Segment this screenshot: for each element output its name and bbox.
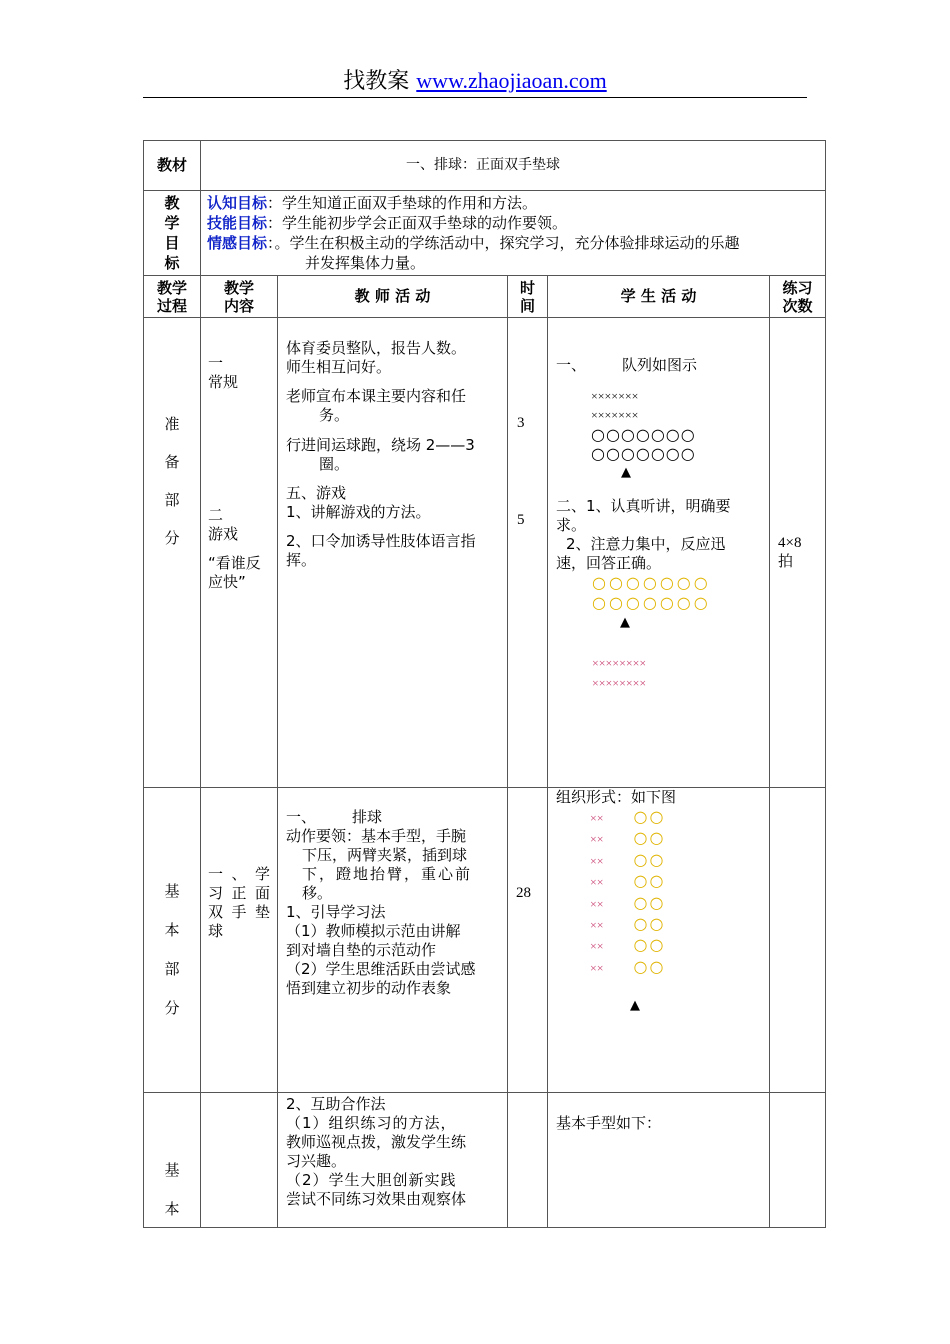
header-divider [143, 97, 807, 98]
prep-label: 准 备 部 分 [144, 318, 201, 788]
col-reps: 练习 次数 [770, 276, 826, 318]
goals-content [201, 191, 826, 276]
material-row [144, 141, 826, 191]
prep-teacher: 体育委员整队，报告人数。 师生相互问好。 老师宣布本课主要内容和任 务。 行进间运球跑，绕场 2——3 圈。 五、游戏 1、讲解游戏的方法。 2、口令加诱导性肢体语言指 挥。 [278, 318, 508, 788]
basic-student: 组织形式：如下图 ×× ○○ ×× ○○ ×× ○○ ×× ○○ ×× ○○ ×× ○○ ×× ○○ ×× ○○ ▲ [548, 788, 770, 1093]
teacher-marker-icon: ▲ [630, 998, 640, 1014]
basic2-time [508, 1093, 548, 1228]
prep-content: 一 常规 二 游戏 “看谁反应快” [201, 318, 278, 788]
prep-formation-2: ○○○○○○○ ○○○○○○○ ▲ ×××××××× ×××××××× [556, 573, 763, 693]
prep-formation-1: ××××××× ××××××× ○○○○○○○ ○○○○○○○ ▲ [556, 387, 763, 482]
basic2-student: 基本手型如下： [548, 1093, 770, 1228]
material-content: 一、排球：正面双手垫球 [201, 141, 826, 191]
basic-formation: ×× ○○ ×× ○○ ×× ○○ ×× ○○ ×× ○○ ×× ○○ ×× ○○ ×× ○○ ▲ [556, 807, 763, 1016]
basic2-section-row [144, 1093, 826, 1228]
goal-skill: 技能目标：学生能初步学会正面双手垫球的动作要领。 [207, 214, 568, 232]
prep-formation-title: 一、 队列如图示 [556, 356, 698, 374]
basic2-teacher: 2、互助合作法 （1）组织练习的方法， 教师巡视点拨，激发学生练 习兴趣。 （2）学生大胆创新实践 尝试不同练习效果由观察体 [278, 1093, 508, 1228]
basic2-content [201, 1093, 278, 1228]
basic-content: 一、学习正面双手垫球 [201, 788, 278, 1093]
basic-label: 基 本 部 分 [144, 788, 201, 1093]
page-header [143, 66, 807, 96]
goal-affective-cont: 并发挥集体力量。 [305, 254, 426, 272]
col-teacher: 教 师 活 动 [278, 276, 508, 318]
column-header-row [144, 276, 826, 318]
teacher-marker-icon: ▲ [621, 465, 631, 480]
brand-name: 找教案 [343, 69, 410, 94]
goal-cognitive: 认知目标：学生知道正面双手垫球的作用和方法。 [207, 194, 538, 212]
col-process: 教学 过程 [144, 276, 201, 318]
basic2-label: 基 本 [144, 1093, 201, 1228]
material-label: 教材 [144, 141, 201, 191]
goals-label: 教 学 目 标 [144, 191, 201, 276]
prep-student: 一、 队列如图示 ××××××× ××××××× ○○○○○○○ ○○○○○○○ ▲ 二、1、认真听讲，明确要 求。 2、注意力集中，反应迅 速，回答正确。 ○○○○○○○ ○○○○○○○ ▲ ×××××××× ×××××××× [548, 318, 770, 788]
teacher-marker-icon: ▲ [620, 615, 630, 630]
basic-section-row [144, 788, 826, 1093]
goals-row [144, 191, 826, 276]
col-student: 学 生 活 动 [548, 276, 770, 318]
goal-affective: 情感目标：。学生在积极主动的学练活动中，探究学习，充分体验排球运动的乐趣 [207, 234, 740, 252]
basic-teacher: 一、 排球 动作要领：基本手型，手腕 下压，两臂夹紧，插到球 下，蹬地抬臂，重心前 移。 1、引导学习法 （1）教师模拟示范由讲解 到对墙自垫的示范动作 （2）学生思维活跃由尝试感 悟到建立初步的动作表象 [278, 788, 508, 1093]
col-content: 教学 内容 [201, 276, 278, 318]
col-time: 时 间 [508, 276, 548, 318]
site-url-link[interactable]: www.zhaojiaoan.com [416, 68, 607, 93]
prep-section-row [144, 318, 826, 788]
lesson-plan-table [143, 140, 826, 1228]
basic-time: 28 [508, 788, 548, 1093]
basic-reps [770, 788, 826, 1093]
prep-reps: 4×8 拍 [770, 318, 826, 788]
prep-time: 3 5 [508, 318, 548, 788]
basic2-reps [770, 1093, 826, 1228]
